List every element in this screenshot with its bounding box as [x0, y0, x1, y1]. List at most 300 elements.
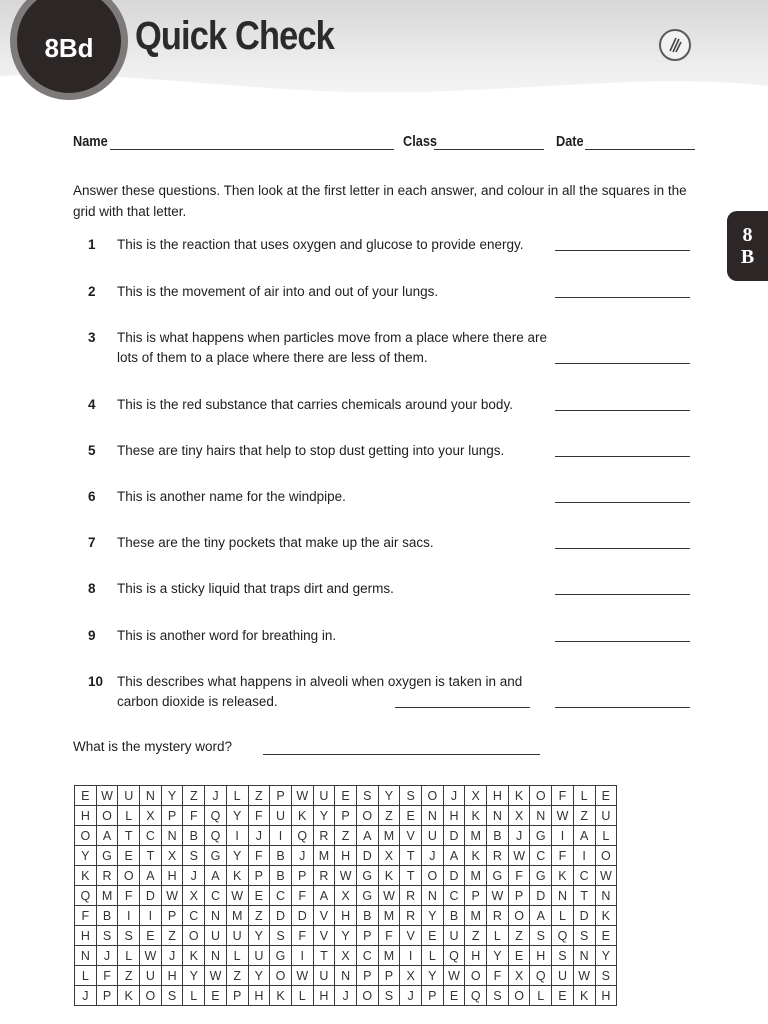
grid-cell[interactable]: T	[400, 866, 422, 886]
grid-cell[interactable]: D	[291, 906, 313, 926]
grid-cell[interactable]: H	[443, 806, 465, 826]
grid-cell[interactable]: C	[573, 866, 595, 886]
grid-cell[interactable]: I	[552, 826, 574, 846]
grid-cell[interactable]: E	[248, 886, 270, 906]
grid-cell[interactable]: V	[400, 926, 422, 946]
grid-cell[interactable]: O	[508, 906, 530, 926]
grid-cell[interactable]: O	[465, 966, 487, 986]
grid-cell[interactable]: F	[248, 846, 270, 866]
grid-cell[interactable]: S	[96, 926, 118, 946]
grid-cell[interactable]: F	[552, 786, 574, 806]
grid-cell[interactable]: S	[530, 926, 552, 946]
grid-cell[interactable]: Z	[378, 806, 400, 826]
question-text: These are the tiny pockets that make up the air sacs.	[117, 535, 434, 550]
grid-cell[interactable]: W	[291, 786, 313, 806]
grid-cell[interactable]: N	[205, 906, 227, 926]
grid-cell[interactable]: K	[118, 986, 140, 1006]
grid-cell[interactable]: K	[595, 906, 617, 926]
answer-line[interactable]	[555, 363, 690, 364]
grid-cell[interactable]: Y	[248, 926, 270, 946]
grid-cell[interactable]: N	[161, 826, 183, 846]
grid-cell[interactable]: D	[443, 826, 465, 846]
grid-cell[interactable]: P	[161, 806, 183, 826]
grid-cell[interactable]: P	[356, 966, 378, 986]
grid-cell[interactable]: H	[161, 866, 183, 886]
grid-cell[interactable]: M	[465, 906, 487, 926]
grid-cell[interactable]: V	[313, 926, 335, 946]
grid-cell[interactable]: W	[573, 966, 595, 986]
answer-line[interactable]	[555, 297, 690, 298]
grid-cell[interactable]: W	[595, 866, 617, 886]
grid-cell[interactable]: T	[313, 946, 335, 966]
grid-cell[interactable]: W	[226, 886, 248, 906]
grid-cell[interactable]: M	[378, 906, 400, 926]
grid-cell[interactable]: N	[422, 806, 444, 826]
grid-cell[interactable]: G	[356, 866, 378, 886]
grid-cell[interactable]: Y	[422, 966, 444, 986]
grid-cell[interactable]: S	[183, 846, 205, 866]
grid-cell[interactable]: S	[378, 986, 400, 1006]
grid-cell[interactable]: U	[226, 926, 248, 946]
grid-cell[interactable]: Z	[465, 926, 487, 946]
grid-cell[interactable]: E	[205, 986, 227, 1006]
grid-cell[interactable]: F	[552, 846, 574, 866]
grid-cell[interactable]: D	[356, 846, 378, 866]
grid-cell[interactable]: W	[443, 966, 465, 986]
grid-cell[interactable]: W	[487, 886, 509, 906]
grid-cell[interactable]: L	[118, 806, 140, 826]
name-field[interactable]	[110, 149, 394, 150]
grid-cell[interactable]: W	[552, 806, 574, 826]
grid-cell[interactable]: C	[270, 886, 292, 906]
grid-cell[interactable]: H	[75, 806, 97, 826]
mystery-word-field[interactable]	[263, 754, 540, 755]
grid-cell[interactable]: N	[205, 946, 227, 966]
grid-cell[interactable]: W	[508, 846, 530, 866]
grid-cell[interactable]: U	[270, 806, 292, 826]
grid-cell[interactable]: O	[96, 806, 118, 826]
grid-cell[interactable]: Y	[335, 926, 357, 946]
grid-cell[interactable]: M	[96, 886, 118, 906]
grid-cell[interactable]: O	[270, 966, 292, 986]
question-text: This is what happens when particles move from a place where there are lots of them to a place where there are less of them.	[117, 330, 547, 365]
grid-cell[interactable]: Y	[248, 966, 270, 986]
grid-cell[interactable]: J	[183, 866, 205, 886]
grid-cell[interactable]: E	[422, 926, 444, 946]
grid-cell[interactable]: H	[530, 946, 552, 966]
grid-cell[interactable]: F	[118, 886, 140, 906]
grid-cell[interactable]: Y	[378, 786, 400, 806]
grid-cell[interactable]: E	[335, 786, 357, 806]
grid-cell[interactable]: C	[530, 846, 552, 866]
grid-cell[interactable]: A	[573, 826, 595, 846]
grid-cell[interactable]: L	[118, 946, 140, 966]
grid-cell[interactable]: M	[378, 946, 400, 966]
grid-cell[interactable]: U	[118, 786, 140, 806]
grid-cell[interactable]: Y	[75, 846, 97, 866]
answer-line[interactable]	[555, 707, 690, 708]
grid-cell[interactable]: H	[75, 926, 97, 946]
grid-cell[interactable]: J	[75, 986, 97, 1006]
question-text: This is the red substance that carries chemicals around your body.	[117, 397, 513, 412]
grid-cell[interactable]: K	[183, 946, 205, 966]
grid-cell[interactable]: X	[335, 946, 357, 966]
grid-cell[interactable]: N	[552, 886, 574, 906]
grid-cell[interactable]: R	[96, 866, 118, 886]
grid-cell[interactable]: B	[270, 846, 292, 866]
grid-cell[interactable]: Z	[573, 806, 595, 826]
grid-cell[interactable]: Y	[595, 946, 617, 966]
grid-cell[interactable]: A	[96, 826, 118, 846]
grid-cell[interactable]: D	[140, 886, 162, 906]
grid-cell[interactable]: J	[96, 946, 118, 966]
grid-cell[interactable]: K	[378, 866, 400, 886]
question-number: 9	[88, 628, 96, 643]
grid-cell[interactable]: R	[313, 866, 335, 886]
grid-cell[interactable]: I	[270, 826, 292, 846]
grid-cell[interactable]: U	[205, 926, 227, 946]
grid-cell[interactable]: Q	[552, 926, 574, 946]
grid-cell[interactable]: E	[595, 926, 617, 946]
grid-cell[interactable]: I	[400, 946, 422, 966]
grid-cell[interactable]: Y	[183, 966, 205, 986]
grid-cell[interactable]: H	[487, 786, 509, 806]
grid-cell[interactable]: G	[96, 846, 118, 866]
grid-cell[interactable]: H	[335, 906, 357, 926]
grid-cell[interactable]: O	[422, 786, 444, 806]
grid-cell[interactable]: X	[400, 966, 422, 986]
grid-cell[interactable]: Q	[530, 966, 552, 986]
class-field[interactable]	[434, 149, 544, 150]
grid-cell[interactable]: Z	[226, 966, 248, 986]
answer-line[interactable]	[555, 594, 690, 595]
grid-cell[interactable]: L	[552, 906, 574, 926]
grid-cell[interactable]: Q	[291, 826, 313, 846]
grid-cell[interactable]: B	[487, 826, 509, 846]
grid-cell[interactable]: U	[313, 786, 335, 806]
grid-cell[interactable]: W	[140, 946, 162, 966]
grid-cell[interactable]: X	[465, 786, 487, 806]
grid-cell[interactable]: J	[248, 826, 270, 846]
grid-cell[interactable]: E	[75, 786, 97, 806]
grid-cell[interactable]: L	[183, 986, 205, 1006]
grid-cell[interactable]: F	[96, 966, 118, 986]
grid-cell[interactable]: N	[595, 886, 617, 906]
grid-cell[interactable]: Z	[248, 786, 270, 806]
grid-cell[interactable]: I	[291, 946, 313, 966]
answer-line[interactable]	[395, 707, 530, 708]
grid-cell[interactable]: B	[183, 826, 205, 846]
grid-cell[interactable]: P	[226, 986, 248, 1006]
grid-cell[interactable]: T	[118, 826, 140, 846]
grid-cell[interactable]: X	[183, 886, 205, 906]
grid-cell[interactable]: A	[205, 866, 227, 886]
grid-cell[interactable]: R	[487, 846, 509, 866]
grid-cell[interactable]: C	[205, 886, 227, 906]
grid-cell[interactable]: U	[422, 826, 444, 846]
grid-cell[interactable]: Y	[487, 946, 509, 966]
grid-cell[interactable]: W	[161, 886, 183, 906]
grid-cell[interactable]: X	[335, 886, 357, 906]
grid-cell[interactable]: P	[161, 906, 183, 926]
grid-cell[interactable]: I	[140, 906, 162, 926]
grid-cell[interactable]: M	[378, 826, 400, 846]
grid-cell[interactable]: F	[508, 866, 530, 886]
grid-cell[interactable]: L	[226, 946, 248, 966]
grid-cell[interactable]: A	[530, 906, 552, 926]
grid-cell[interactable]: N	[422, 886, 444, 906]
grid-cell[interactable]: V	[313, 906, 335, 926]
grid-cell[interactable]: Z	[183, 786, 205, 806]
grid-cell[interactable]: R	[400, 906, 422, 926]
grid-cell[interactable]: L	[226, 786, 248, 806]
grid-cell[interactable]: K	[291, 806, 313, 826]
grid-cell[interactable]: E	[552, 986, 574, 1006]
grid-cell[interactable]: R	[400, 886, 422, 906]
grid-cell[interactable]: C	[356, 946, 378, 966]
grid-cell[interactable]: J	[422, 846, 444, 866]
grid-cell[interactable]: N	[335, 966, 357, 986]
grid-cell[interactable]: U	[248, 946, 270, 966]
grid-cell[interactable]: C	[183, 906, 205, 926]
grid-cell[interactable]: M	[465, 866, 487, 886]
grid-cell[interactable]: S	[118, 926, 140, 946]
grid-cell[interactable]: V	[400, 826, 422, 846]
grid-cell[interactable]: P	[508, 886, 530, 906]
grid-cell[interactable]: Q	[205, 826, 227, 846]
grid-cell[interactable]: W	[205, 966, 227, 986]
grid-cell[interactable]: O	[595, 846, 617, 866]
grid-cell[interactable]: H	[313, 986, 335, 1006]
grid-cell[interactable]: O	[183, 926, 205, 946]
grid-cell[interactable]: B	[96, 906, 118, 926]
grid-cell[interactable]: X	[378, 846, 400, 866]
grid-cell[interactable]: O	[75, 826, 97, 846]
grid-cell[interactable]: Q	[443, 946, 465, 966]
grid-cell[interactable]: G	[356, 886, 378, 906]
grid-cell[interactable]: M	[313, 846, 335, 866]
grid-cell[interactable]: W	[96, 786, 118, 806]
grid-cell[interactable]: I	[226, 826, 248, 846]
grid-cell[interactable]: N	[487, 806, 509, 826]
grid-cell[interactable]: S	[400, 786, 422, 806]
answer-line[interactable]	[555, 456, 690, 457]
grid-cell[interactable]: J	[508, 826, 530, 846]
grid-cell[interactable]: T	[400, 846, 422, 866]
grid-cell[interactable]: P	[335, 806, 357, 826]
grid-cell[interactable]: H	[595, 986, 617, 1006]
grid-cell[interactable]: E	[140, 926, 162, 946]
grid-cell[interactable]: X	[140, 806, 162, 826]
grid-cell[interactable]: F	[183, 806, 205, 826]
grid-cell[interactable]: Q	[205, 806, 227, 826]
grid-cell[interactable]: W	[378, 886, 400, 906]
answer-line[interactable]	[555, 548, 690, 549]
grid-cell[interactable]: L	[487, 926, 509, 946]
grid-cell[interactable]: B	[443, 906, 465, 926]
grid-cell[interactable]: Q	[465, 986, 487, 1006]
answer-line[interactable]	[555, 641, 690, 642]
grid-cell[interactable]: J	[205, 786, 227, 806]
grid-cell[interactable]: J	[443, 786, 465, 806]
grid-cell[interactable]: T	[140, 846, 162, 866]
grid-cell[interactable]: B	[356, 906, 378, 926]
grid-cell[interactable]: Z	[161, 926, 183, 946]
grid-cell[interactable]: J	[291, 846, 313, 866]
grid-cell[interactable]: L	[573, 786, 595, 806]
date-label: Date	[556, 133, 584, 150]
grid-cell[interactable]: O	[356, 806, 378, 826]
grid-cell[interactable]: S	[161, 986, 183, 1006]
grid-cell[interactable]: Y	[422, 906, 444, 926]
grid-cell[interactable]: T	[573, 886, 595, 906]
grid-cell[interactable]: K	[226, 866, 248, 886]
grid-cell[interactable]: P	[378, 966, 400, 986]
grid-cell[interactable]: Z	[248, 906, 270, 926]
grid-cell[interactable]: K	[270, 986, 292, 1006]
grid-cell[interactable]: U	[595, 806, 617, 826]
grid-cell[interactable]: M	[226, 906, 248, 926]
grid-cell[interactable]: J	[400, 986, 422, 1006]
grid-cell[interactable]: Y	[226, 846, 248, 866]
grid-cell[interactable]: O	[508, 986, 530, 1006]
grid-cell[interactable]: F	[248, 806, 270, 826]
grid-cell[interactable]: R	[487, 906, 509, 926]
grid-cell[interactable]: G	[530, 866, 552, 886]
grid-cell[interactable]: M	[465, 826, 487, 846]
grid-cell[interactable]: F	[487, 966, 509, 986]
grid-cell[interactable]: H	[161, 966, 183, 986]
grid-cell[interactable]: L	[595, 826, 617, 846]
grid-cell[interactable]: W	[291, 966, 313, 986]
grid-cell[interactable]: F	[378, 926, 400, 946]
grid-cell[interactable]: F	[291, 926, 313, 946]
grid-row	[75, 786, 617, 806]
grid-cell[interactable]: P	[248, 866, 270, 886]
grid-cell[interactable]: J	[335, 986, 357, 1006]
grid-cell[interactable]: I	[573, 846, 595, 866]
grid-cell[interactable]: K	[75, 866, 97, 886]
grid-cell[interactable]: X	[508, 966, 530, 986]
grid-cell[interactable]: S	[487, 986, 509, 1006]
date-field[interactable]	[585, 149, 695, 150]
grid-cell[interactable]: A	[356, 826, 378, 846]
grid-cell[interactable]: S	[270, 926, 292, 946]
grid-cell[interactable]: U	[443, 926, 465, 946]
grid-cell[interactable]: P	[291, 866, 313, 886]
grid-cell[interactable]: L	[530, 986, 552, 1006]
grid-cell[interactable]: O	[530, 786, 552, 806]
grid-cell[interactable]: H	[248, 986, 270, 1006]
grid-cell[interactable]: Q	[75, 886, 97, 906]
answer-line[interactable]	[555, 502, 690, 503]
grid-cell[interactable]: F	[75, 906, 97, 926]
question-number: 4	[88, 397, 96, 412]
grid-cell[interactable]: D	[443, 866, 465, 886]
grid-cell[interactable]: Y	[226, 806, 248, 826]
grid-cell[interactable]: K	[465, 806, 487, 826]
grid-cell[interactable]: E	[595, 786, 617, 806]
grid-cell[interactable]: S	[573, 926, 595, 946]
grid-cell[interactable]: O	[356, 986, 378, 1006]
grid-cell[interactable]: X	[161, 846, 183, 866]
grid-cell[interactable]: U	[313, 966, 335, 986]
grid-cell[interactable]: C	[140, 826, 162, 846]
class-label: Class	[403, 133, 438, 150]
grid-cell[interactable]: B	[270, 866, 292, 886]
grid-cell[interactable]: Z	[118, 966, 140, 986]
grid-cell[interactable]: X	[508, 806, 530, 826]
answer-line[interactable]	[555, 250, 690, 251]
grid-cell[interactable]: D	[270, 906, 292, 926]
grid-cell[interactable]: A	[443, 846, 465, 866]
grid-cell[interactable]: K	[552, 866, 574, 886]
instructions: Answer these questions. Then look at the first letter in each answer, and colour in all the squares in the grid with that letter.	[73, 183, 687, 219]
grid-cell[interactable]: N	[140, 786, 162, 806]
grid-cell[interactable]: P	[356, 926, 378, 946]
grid-cell[interactable]: I	[118, 906, 140, 926]
grid-cell[interactable]: N	[75, 946, 97, 966]
grid-cell[interactable]: L	[291, 986, 313, 1006]
grid-cell[interactable]: H	[335, 846, 357, 866]
grid-cell[interactable]: P	[422, 986, 444, 1006]
grid-cell[interactable]: G	[270, 946, 292, 966]
grid-cell[interactable]: P	[465, 886, 487, 906]
answer-line[interactable]	[555, 410, 690, 411]
grid-cell[interactable]: D	[573, 906, 595, 926]
grid-cell[interactable]: U	[140, 966, 162, 986]
grid-cell[interactable]: P	[270, 786, 292, 806]
grid-cell[interactable]: A	[140, 866, 162, 886]
grid-cell[interactable]: G	[530, 826, 552, 846]
grid-cell[interactable]: W	[335, 866, 357, 886]
grid-cell[interactable]: U	[552, 966, 574, 986]
grid-cell[interactable]: N	[573, 946, 595, 966]
grid-cell[interactable]: C	[443, 886, 465, 906]
grid-cell[interactable]: F	[291, 886, 313, 906]
grid-cell[interactable]: E	[118, 846, 140, 866]
grid-cell[interactable]: O	[140, 986, 162, 1006]
grid-cell[interactable]: K	[465, 846, 487, 866]
grid-cell[interactable]: S	[552, 946, 574, 966]
grid-cell[interactable]: S	[595, 966, 617, 986]
grid-cell[interactable]: K	[573, 986, 595, 1006]
grid-cell[interactable]: Y	[313, 806, 335, 826]
grid-cell[interactable]: K	[508, 786, 530, 806]
grid-cell[interactable]: H	[465, 946, 487, 966]
grid-cell[interactable]: O	[118, 866, 140, 886]
grid-cell[interactable]: E	[508, 946, 530, 966]
grid-cell[interactable]: G	[487, 866, 509, 886]
grid-cell[interactable]: Z	[508, 926, 530, 946]
grid-cell[interactable]: R	[313, 826, 335, 846]
grid-cell[interactable]: S	[356, 786, 378, 806]
grid-cell[interactable]: G	[205, 846, 227, 866]
grid-cell[interactable]: N	[530, 806, 552, 826]
grid-cell[interactable]: D	[530, 886, 552, 906]
grid-cell[interactable]: A	[313, 886, 335, 906]
grid-cell[interactable]: Y	[161, 786, 183, 806]
grid-cell[interactable]: E	[443, 986, 465, 1006]
grid-cell[interactable]: L	[422, 946, 444, 966]
grid-cell[interactable]: O	[422, 866, 444, 886]
grid-row	[75, 946, 617, 966]
grid-cell[interactable]: L	[75, 966, 97, 986]
grid-cell[interactable]: J	[161, 946, 183, 966]
grid-cell[interactable]: E	[400, 806, 422, 826]
grid-cell[interactable]: P	[96, 986, 118, 1006]
grid-cell[interactable]: Z	[335, 826, 357, 846]
